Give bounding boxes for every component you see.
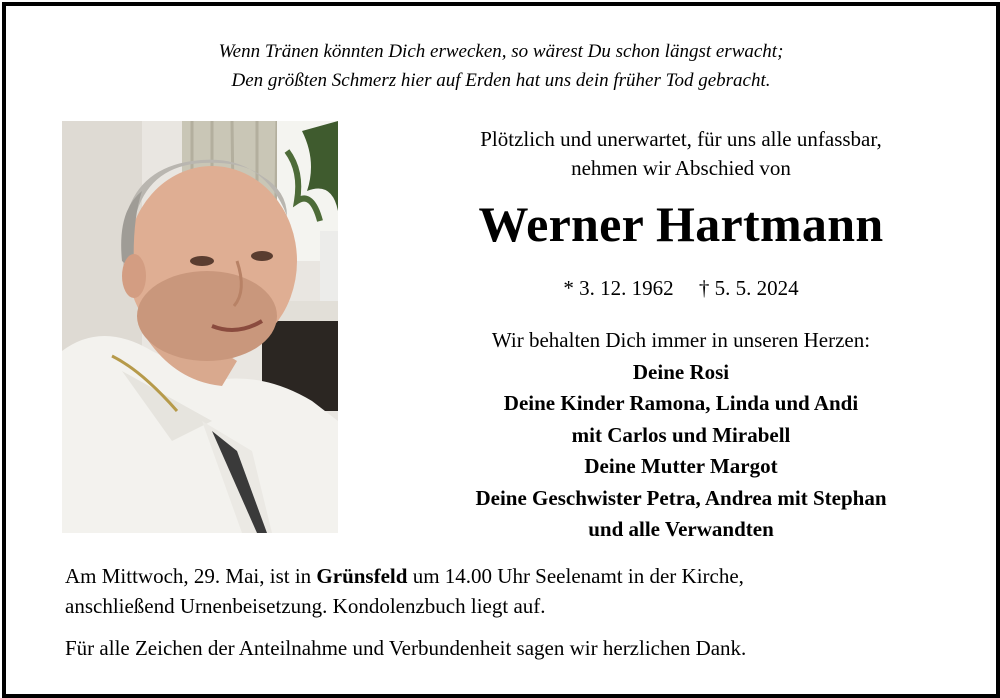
mourner-line: Deine Kinder Ramona, Linda und Andi (503, 391, 859, 415)
obituary-notice (2, 2, 1000, 698)
life-dates (386, 274, 976, 302)
thanks-text: Für alle Zeichen der Anteilnahme und Verbundenheit sagen wir herzlichen Dank. (65, 636, 747, 660)
service-line-1 (65, 561, 965, 591)
mourners-list (386, 325, 976, 546)
mourner-line: Deine Geschwister Petra, Andrea mit Stephan (475, 485, 887, 510)
service-line-2: anschließend Urnenbeisetzung. Kondolenzbuch liegt auf. (65, 594, 546, 618)
service-place: Grünsfeld (316, 564, 408, 588)
verse-line-1: Wenn Tränen könnten Dich erwecken, so wärest Du schon längst erwacht; (218, 41, 784, 62)
mourner-line: und alle Verwandten (588, 517, 774, 541)
verse (6, 37, 996, 95)
service-text-1: Am Mittwoch, 29. Mai, ist in (65, 564, 317, 588)
service-info (65, 561, 965, 621)
intro-text (386, 125, 976, 183)
birth-date: * 3. 12. 1962 (563, 276, 674, 300)
portrait-photo (62, 121, 338, 533)
mourner-line: Deine Rosi (632, 359, 730, 384)
mourner-line: Deine Mutter Margot (584, 454, 778, 478)
intro-line-1: Plötzlich und unerwartet, für uns alle unfassbar, (480, 127, 882, 151)
intro-line-2: nehmen wir Abschied von (571, 156, 791, 180)
deceased-name: Werner Hartmann (478, 196, 884, 252)
mourners-lead: Wir behalten Dich immer in unseren Herzen: (491, 328, 871, 352)
death-date: † 5. 5. 2024 (698, 276, 799, 300)
verse-line-2: Den größten Schmerz hier auf Erden hat uns dein früher Tod gebracht. (231, 70, 771, 91)
mourner-line: mit Carlos und Mirabell (571, 422, 791, 447)
service-text-2: um 14.00 Uhr Seelenamt in der Kirche, (407, 564, 744, 588)
